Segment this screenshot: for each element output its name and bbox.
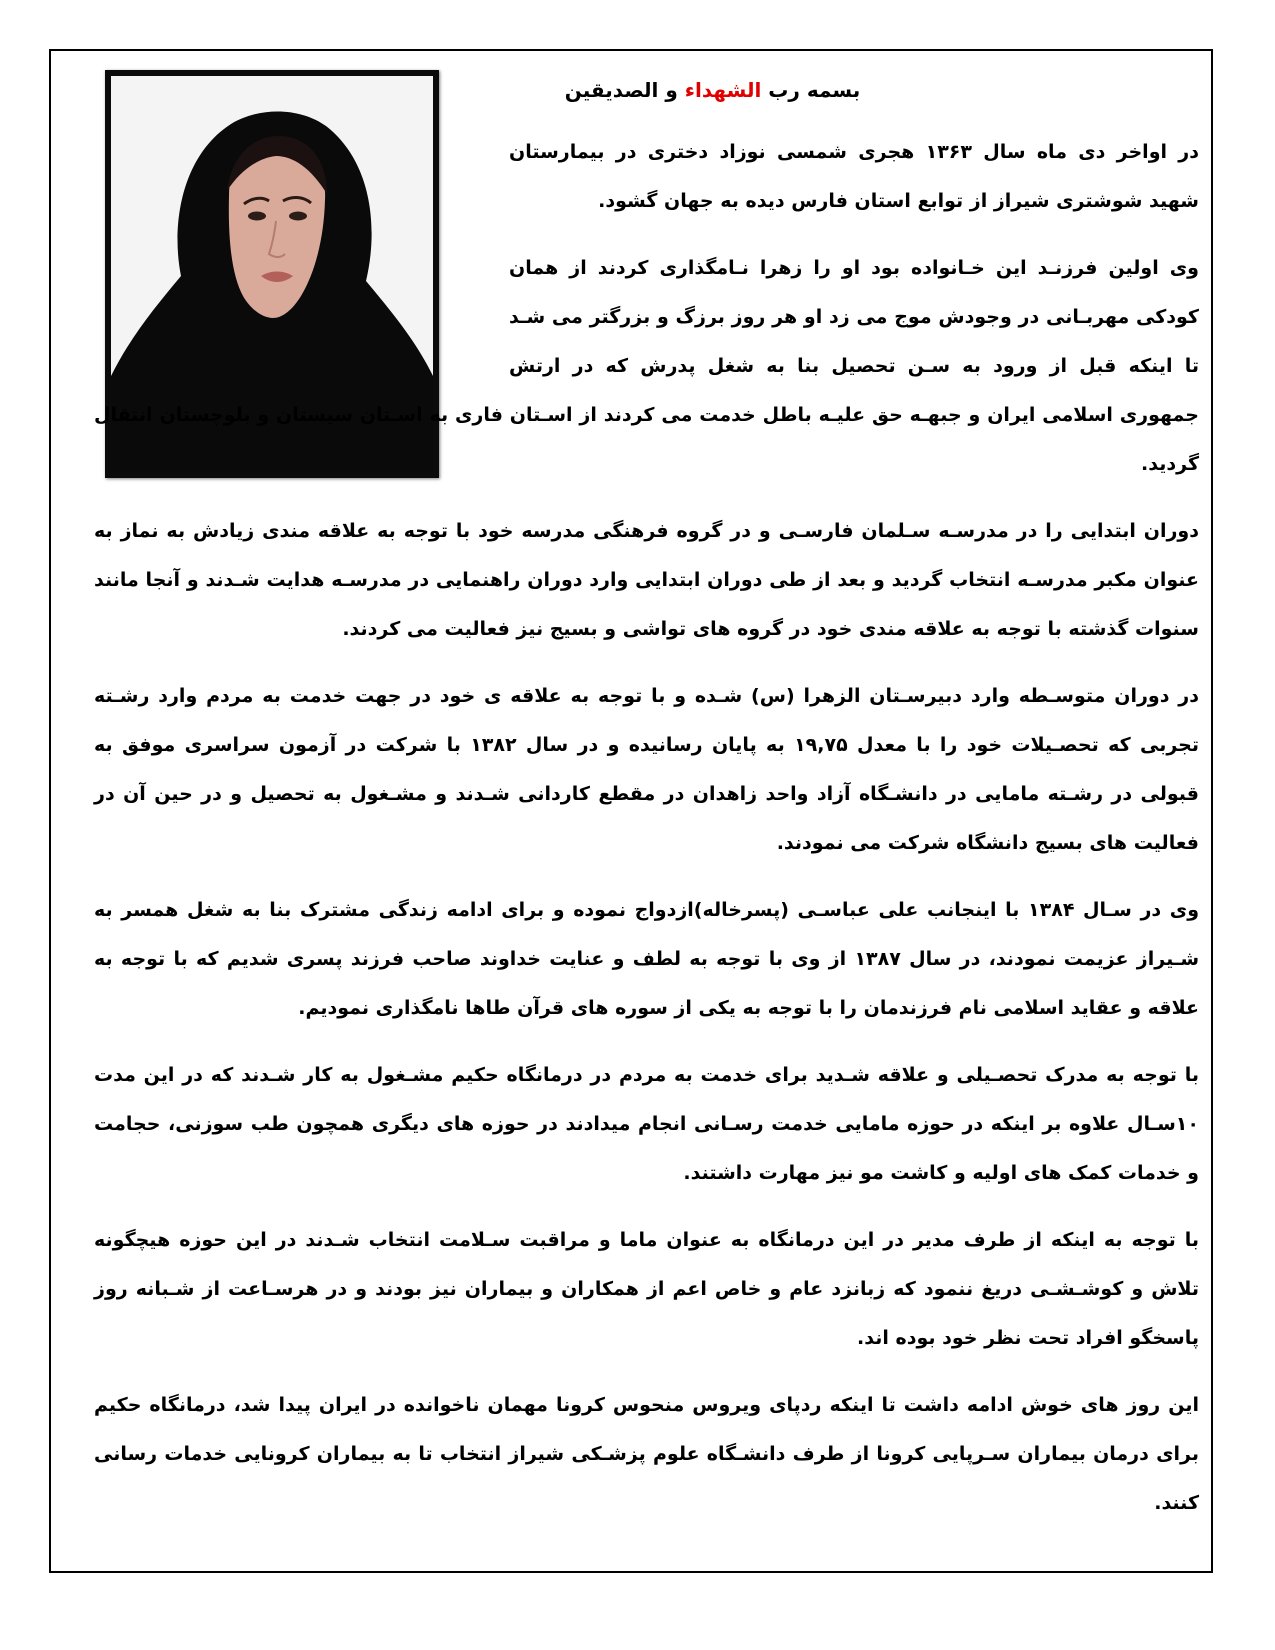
document-body [94, 128, 1199, 1546]
heading-highlight: الشهداء [684, 78, 762, 102]
paragraph-1: در اواخر دی ماه سال ۱۳۶۳ هجری شمسی نوزاد دختری در بیمارستان شهید شوشتری شیراز از توابع استان فارس دیده به جهان گشود. [509, 141, 1199, 212]
paragraph-7: با توجه به اینکه از طرف مدیر در این درمانگاه به عنوان ماما و مراقبت سـلامت انتخاب شـدند در این حوزه هیچگونه تلاش و کوشـشـی دریغ ننمود که زبانزد عام و خاص اعم از همکاران و بیماران نیز بودند و در هرسـاعت از شـبانه روز پاسخگو افراد تحت نظر خود بوده اند. [94, 1229, 1199, 1349]
photo-float-spacer [94, 0, 509, 362]
paragraph-6: با توجه به مدرک تحصـیلی و علاقه شـدید برای خدمت به مردم در درمانگاه حکیم مشـغول به کار شـدند که در این مدت ۱۰سـال علاوه بر اینکه در حوزه مامایی خدمت رسـانی انجام میدادند در حوزه های دیگری همچون طب سوزنی، حجامت و خدمات کمک های اولیه و کاشت مو نیز مهارت داشتند. [94, 1064, 1199, 1184]
paragraph-3: دوران ابتدایی را در مدرسـه سـلمان فارسـی و در گروه فرهنگی مدرسه خود با توجه به علاقه مندی زیادش به نماز به عنوان مکبر مدرسـه انتخاب گردید و بعد از طی دوران ابتدایی وارد دوران راهنمایی در مدرسـه هدایت شـدند و آنجا مانند سنوات گذشته با توجه به علاقه مندی خود در گروه های تواشی و بسیج نیز فعالیت می کردند. [94, 520, 1199, 640]
paragraph-5: وی در سـال ۱۳۸۴ با اینجانب علی عباسـی (پسرخاله)ازدواج نموده و برای ادامه زندگی مشترک بنا به شغل همسر به شـیراز عزیمت نمودند، در سال ۱۳۸۷ از وی با توجه به لطف و عنایت خداوند صاحب فرزند پسری شدیم که با توجه به علاقه و عقاید اسلامی نام فرزندمان را با توجه به یکی از سوره های قرآن طاها نامگذاری نمودیم. [94, 899, 1200, 1019]
document-heading [460, 78, 965, 102]
paragraph-8: این روز های خوش ادامه داشت تا اینکه ردپای ویروس منحوس کرونا مهمان ناخوانده در ایران پیدا شد، درمانگاه حکیم برای درمان بیماران سـرپایی کرونا از طرف دانشـگاه علوم پزشـکی شیراز انتخاب تا به بیماران کرونایی خدمات رسانی کنند. [94, 1394, 1199, 1514]
paragraph-2: وی اولین فرزنـد این خـانواده بود او را زهرا نـامگذاری کردند از همان کودکی مهربـانی در وجودش موج می زد او هر روز برزگ و بزرگتر می شـد تا اینکه قبل از ورود به سـن تحصیل بنا به شغل پدرش که در ارتش جمهوری اسلامی ایران و جبهـه حق علیـه باطل خدمت می کردند از اسـتان فاری به اسـتان سیستان و بلوچستان انتقال گردید. [94, 257, 1199, 475]
heading-part-3: و الصدیقین [564, 78, 685, 102]
heading-part-1: بسمه رب [761, 78, 861, 102]
paragraph-4: در دوران متوسـطه وارد دبیرسـتان الزهرا (س) شـده و با توجه به علاقه ی خود در جهت خدمت به مردم وارد رشـته تجربی که تحصـیلات خود را با معدل ۱۹,۷۵ به پایان رسانیده و در سال ۱۳۸۲ با شرکت در آزمون سراسری موفق به قبولی در رشـته مامایی در دانشـگاه آزاد واحد زاهدان در مقطع کاردانی شـدند و مشـغول به تحصیل و در حین آن در فعالیت های بسیج دانشگاه شرکت می نمودند. [94, 685, 1199, 854]
